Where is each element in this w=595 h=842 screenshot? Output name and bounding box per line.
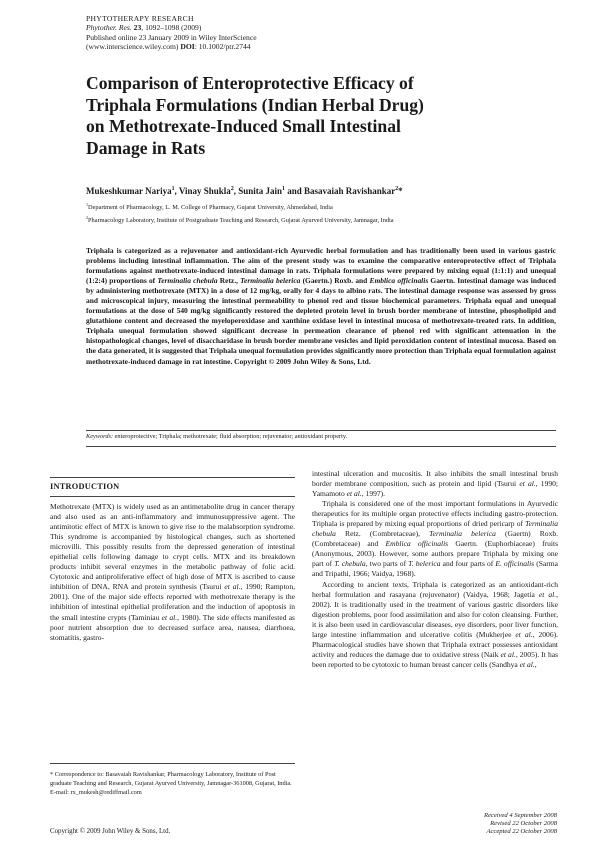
species-name: Emblica officinalis	[369, 276, 429, 286]
affiliations	[86, 200, 526, 225]
paragraph: Triphala is considered one of the most important formulations in Ayurvedic therapeutics for its multiple organ protective effects including gastro-protection. Triphala is prepared by mixing equal proportions of dried pericarp of Terminalia chebula Retz. (Combretaceae), Terminalia belerica (Gaertn) Roxb. (Combretaceae) and Emblica officinalis Gaertn. (Euphorbiaceae) fruits (Anonymous, 2003). However, some authors prepare Triphala by mixing one part of T. chebula, two parts of T. belerica and four parts of E. officinalis (Sarma and Tripathi, 1966; Vaidya, 1968).	[312, 499, 559, 579]
section-rule	[50, 496, 295, 497]
section-rule	[50, 477, 295, 478]
correspondence-footnote: * Correspondence to: Basavaiah Ravishankar, Pharmacology Laboratory, Institute of Post graduate Teaching and Research, Gujarat Ayurved University, Jamnagar-361008, Gujarat, India. E-mail: rx_mukesh@rediffmail.com	[50, 771, 295, 798]
article-title: Comparison of Enteroprotective Efficacy of Triphala Formulations (Indian Herbal Drug) on Methotrexate-Induced Small Intestinal Damage in Rats	[86, 73, 424, 158]
affiliation: $^1$Department of Pharmacology, L. M. College of Pharmacy, Gujarat University, Ahmedabad, India	[86, 202, 333, 212]
right-column-text	[312, 469, 558, 670]
species-name: Terminalia belerica	[240, 276, 301, 286]
affiliation: $^2$Pharmacology Laboratory, Institute of Postgraduate Teaching and Research, Gujarat Ayurved University, Jamnagar, India	[86, 214, 394, 224]
author-list: Mukeshkumar Nariya$^1$, Vinay Shukla$^2$, Sunita Jain$^1$ and Basavaiah Ravishankar$^2$*	[86, 186, 403, 196]
keywords-top-rule	[86, 430, 556, 431]
copyright: Copyright © 2009 John Wiley & Sons, Ltd.	[50, 828, 171, 835]
species-name: Terminalia chebula	[157, 276, 218, 286]
author: Mukeshkumar Nariya	[86, 186, 172, 196]
doi[interactable]: : 10.1002/ptr.2744	[194, 41, 251, 51]
abstract: Triphala is categorized as a rejuvenator and antioxidant-rich Ayurvedic herbal formulation and has traditionally been used in various gastric problems including intestinal inflammation. The aim of the present study was to examine the comparative enteroprotective effect of Triphala formulations against methotrexate-induced intestinal damage in rats. Triphala formulations were prepared by mixing equal (1:1:1) and unequal (1:2:4) proportions of Terminalia chebula Retz., Terminalia belerica (Gaertn.) Roxb. and Emblica officinalis Gaertn. Intestinal damage was induced by administering methotrexate (MTX) in a dose of 12 mg/kg, orally for 4 days to albino rats. The intestinal damage response was assessed by gross and microscopical injury, measuring the intestinal permeability to phenol red and tissue biochemical parameters. Triphala equal and unequal formulations at the dose of 540 mg/kg significantly restored the depleted protein level in brush border membrane of intestine, phospholipid and glutathione content and decreased the myeloperoxidase and xanthine oxidase level in intestinal mucosa of methotrexate-treated rats. In addition, Triphala unequal formulation showed significant decrease in permeation clearance of phenol red with significant attenuation in the histopathological changes, level of disaccharidase in brush border membrane vesicles and lipid peroxidation content of intestinal mucosa. Based on the data generated, it is suggested that Triphala unequal formulation provides significantly more protection than Triphala equal formulation against methotrexate-induced damage in rat intestine. Copyright © 2009 John Wiley & Sons, Ltd.	[86, 246, 557, 366]
author: Vinay Shukla	[178, 186, 231, 196]
journal-url[interactable]: (www.interscience.wiley.com)	[86, 41, 179, 51]
keywords: Keywords: enteroprotective; Triphala; methotrexate; fluid absorption; rejuvenator; antioxidant property.	[86, 433, 348, 440]
paragraph: intestinal ulceration and mucositis. It also inhibits the small intestinal brush border membrane composition, such as protein and lipid (Tsurui et al., 1990; Yamamoto et al., 1997).	[312, 469, 558, 499]
received-dates: Received 4 September 2008 Revised 22 October 2008 Accepted 22 October 2008	[483, 812, 557, 836]
keywords-bottom-rule	[86, 446, 556, 447]
section-heading: INTRODUCTION	[50, 482, 120, 491]
footnote-rule	[50, 763, 295, 764]
paragraph: Methotrexate (MTX) is widely used as an antimetabolite drug in cancer therapy and also used as an anti-inflammatory and immunosuppressive agent. The antimitotic effect of MTX is known to give rise to the malabsorption syndrome. This syndrome is accompanied by histological changes, such as shortened microvilli. This possibly results from the depressed generation of intestinal epithelial cells following damage to crypt cells. MTX and its breakdown products inhibit several enzymes in the metabolic pathway of folic acid. Cytotoxic and antiproliferative effect of high dose of MTX is ascribed to cause inhibition of DNA, RNA and protein synthesis (Tsurui et al., 1990; Rampton, 2001). One of the major side effects reported with methotrexate therapy is the inhibition of intestinal epithelial proliferation and the induction of apoptosis in the small intestine crypts (Taminiau et al., 1980). The side effects manifested as poor nutrient absorption due to decreased surface area, nausea, diarrhoea, stomatitis, gastro-	[50, 502, 295, 642]
paragraph: According to ancient texts, Triphala is categorized as an antioxidant-rich herbal formulation and rasayana (rejuvenator) (Vaidya, 1968; Jagetia et al., 2002). It is traditionally used in the treatment of various gastric disorders like digestion problems, poor food assimilation and also for colon cleansing. Further, it is also been used in cardiovascular diseases, eye disorders, poor liver function, large intestine inflammation and ulcerative colitis (Mukherjee et al., 2006). Pharmacological studies have shown that Triphala extract possesses antioxidant activity and reduces the damage due to oxidative stress (Naik et al., 2005). It has been reported to be cytotoxic to human breast cancer cells (Sandhya et al.,	[312, 579, 559, 669]
citation: Phytother. Res. 23, 1092–1098 (2009)	[86, 23, 202, 33]
author: Sunita Jain	[238, 186, 283, 196]
left-column-text	[50, 502, 295, 643]
published-line: Published online 23 January 2009 in Wiley InterScience	[86, 32, 257, 42]
author: Basavaiah Ravishankar	[303, 186, 396, 196]
doi-line: (www.interscience.wiley.com) DOI: 10.1002/ptr.2744	[86, 41, 251, 51]
email[interactable]: E-mail: rx_mukesh@rediffmail.com	[50, 788, 142, 796]
running-header	[86, 14, 257, 51]
journal-name: PHYTOTHERAPY RESEARCH	[86, 14, 194, 23]
